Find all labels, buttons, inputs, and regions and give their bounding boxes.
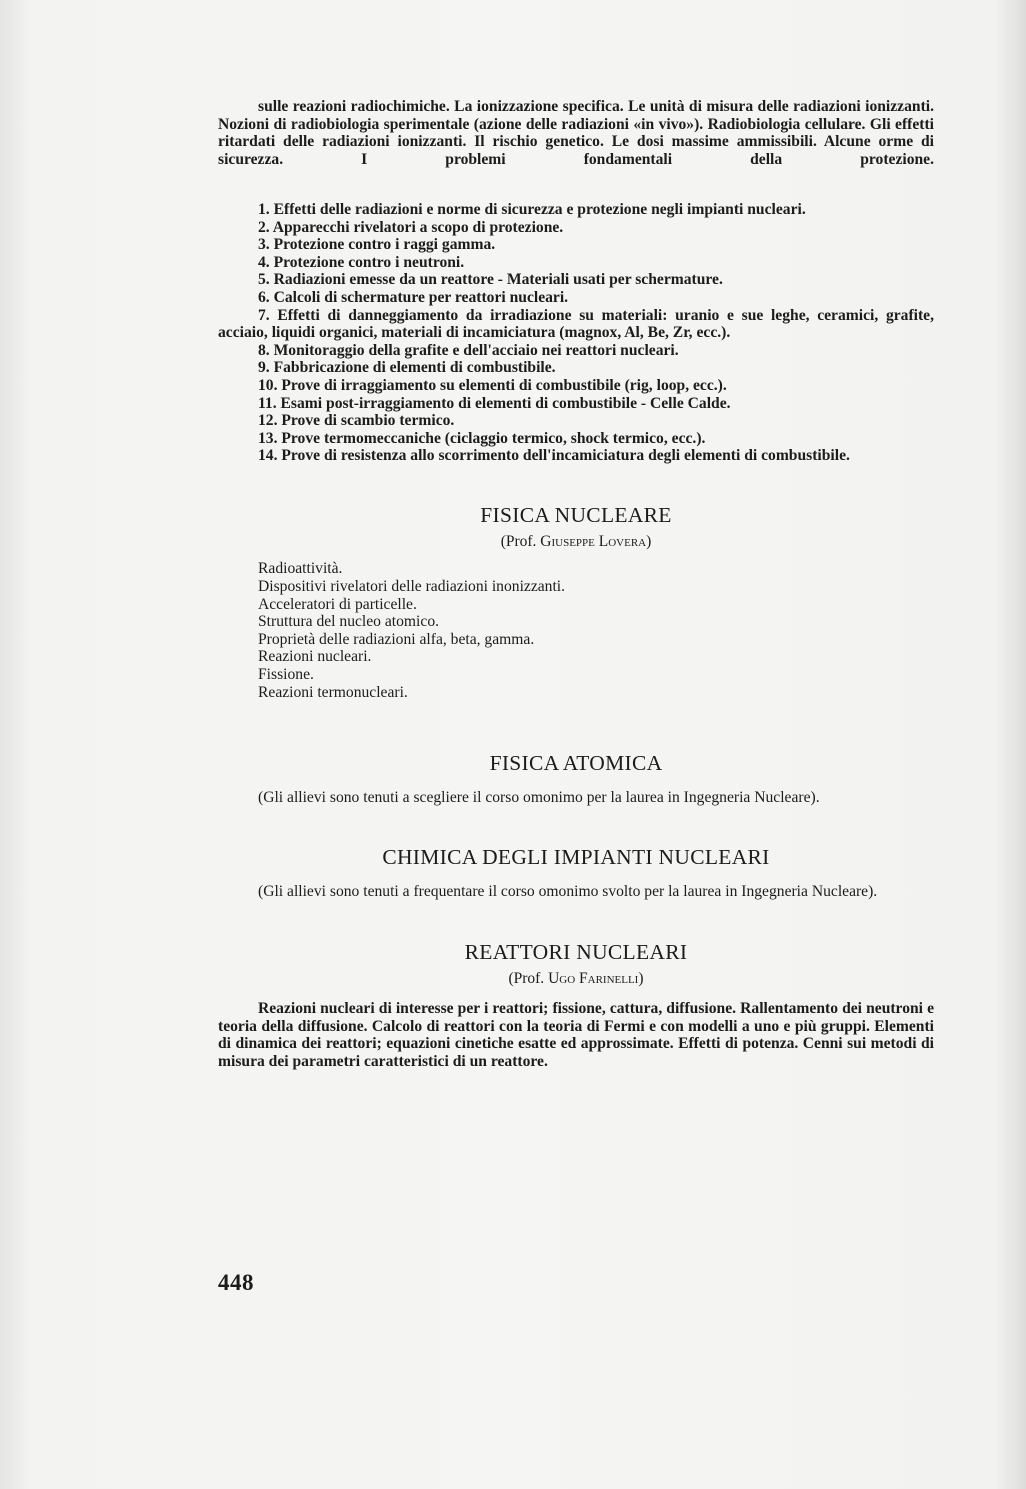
professor-line xyxy=(218,970,934,988)
list-item: Struttura del nucleo atomico. xyxy=(258,613,440,631)
list-item: 5. Radiazioni emesse da un reattore - Materiali usati per schermature. xyxy=(258,271,723,289)
list-item: 10. Prove di irraggiamento su elementi di combustibile (rig, loop, ecc.). xyxy=(258,376,727,394)
reattori-description: Reazioni nucleari di interesse per i reattori; fissione, cattura, diffusione. Rallentamento dei neutroni e teoria della diffusione. Calcolo di reattori con la teoria di Fermi e con modelli a uno e più gruppi. Elementi di dinamica dei reattori; equazioni cinetiche esatte ed approssimate. Effetti di potenza. Cenni sui metodi di misura dei parametri caratteristici di un reattore. xyxy=(218,1000,934,1070)
list-item: Fissione. xyxy=(258,666,314,684)
list-item: 4. Protezione contro i neutroni. xyxy=(258,253,465,271)
list-item: 2. Apparecchi rivelatori a scopo di protezione. xyxy=(258,218,564,236)
numbered-topic-list xyxy=(218,201,934,465)
list-item: Dispositivi rivelatori delle radiazioni inonizzanti. xyxy=(258,578,566,596)
list-item: 3. Protezione contro i raggi gamma. xyxy=(258,236,496,254)
list-item: 7. Effetti di danneggiamento da irradiazione su materiali: uranio e sue leghe, ceramici, grafite, acciaio, liquidi organici, materiali di incamiciatura (magnox, Al, Be, Zr, ecc.). xyxy=(218,306,934,342)
list-item: Reazioni termonucleari. xyxy=(258,683,408,701)
list-item: 6. Calcoli di schermature per reattori nucleari. xyxy=(258,288,569,306)
professor-line xyxy=(218,533,934,551)
list-item: 11. Esami post-irraggiamento di elementi di combustibile - Celle Calde. xyxy=(258,394,731,412)
professor-name: Giuseppe Lovera xyxy=(540,532,647,550)
list-item: Radioattività. xyxy=(258,560,343,578)
list-item: 12. Prove di scambio termico. xyxy=(258,412,455,430)
section-title-reattori: REATTORI NUCLEARI xyxy=(464,940,688,965)
chimica-note: (Gli allievi sono tenuti a frequentare il corso omonimo svolto per la laurea in Ingegneria Nucleare). xyxy=(258,882,878,900)
page-number: 448 xyxy=(218,1270,254,1295)
intro-paragraph: sulle reazioni radiochimiche. La ionizzazione specifica. Le unità di misura delle radiazioni ionizzanti. Nozioni di radiobiologia sperimentale (azione delle radiazioni «in vivo»). Radiobiologia cellulare. Gli effetti ritardati delle radiazioni ionizzanti. Il rischio genetico. Le dosi massime ammissibili. Alcune orme di sicurezza. I problemi fondamentali della protezione. xyxy=(218,98,934,168)
section-title-fisica-nucleare: FISICA NUCLEARE xyxy=(480,502,672,527)
professor-name: Ugo Farinelli xyxy=(548,970,639,988)
list-item: Acceleratori di particelle. xyxy=(258,595,417,613)
prof-suffix: ) xyxy=(646,532,652,550)
list-item: 1. Effetti delle radiazioni e norme di sicurezza e protezione negli impianti nucleari. xyxy=(258,200,806,218)
page-content xyxy=(218,98,934,1070)
list-item: 14. Prove di resistenza allo scorrimento dell'incamiciatura degli elementi di combustibile. xyxy=(258,447,850,465)
list-item: 9. Fabbricazione di elementi di combustibile. xyxy=(258,359,556,377)
prof-prefix: (Prof. xyxy=(508,970,545,988)
fisica-nucleare-topics xyxy=(258,560,934,701)
list-item: Proprietà delle radiazioni alfa, beta, gamma. xyxy=(258,630,535,648)
list-item: 13. Prove termomeccaniche (ciclaggio termico, shock termico, ecc.). xyxy=(258,429,706,447)
section-title-fisica-atomica: FISICA ATOMICA xyxy=(489,751,663,776)
prof-suffix: ) xyxy=(638,970,644,988)
list-item: 8. Monitoraggio della grafite e dell'acciaio nei reattori nucleari. xyxy=(258,341,679,359)
fisica-atomica-note: (Gli allievi sono tenuti a scegliere il corso omonimo per la laurea in Ingegneria Nucleare). xyxy=(258,789,820,807)
section-title-chimica: CHIMICA DEGLI IMPIANTI NUCLEARI xyxy=(382,844,770,869)
list-item: Reazioni nucleari. xyxy=(258,648,372,666)
prof-prefix: (Prof. xyxy=(500,532,537,550)
